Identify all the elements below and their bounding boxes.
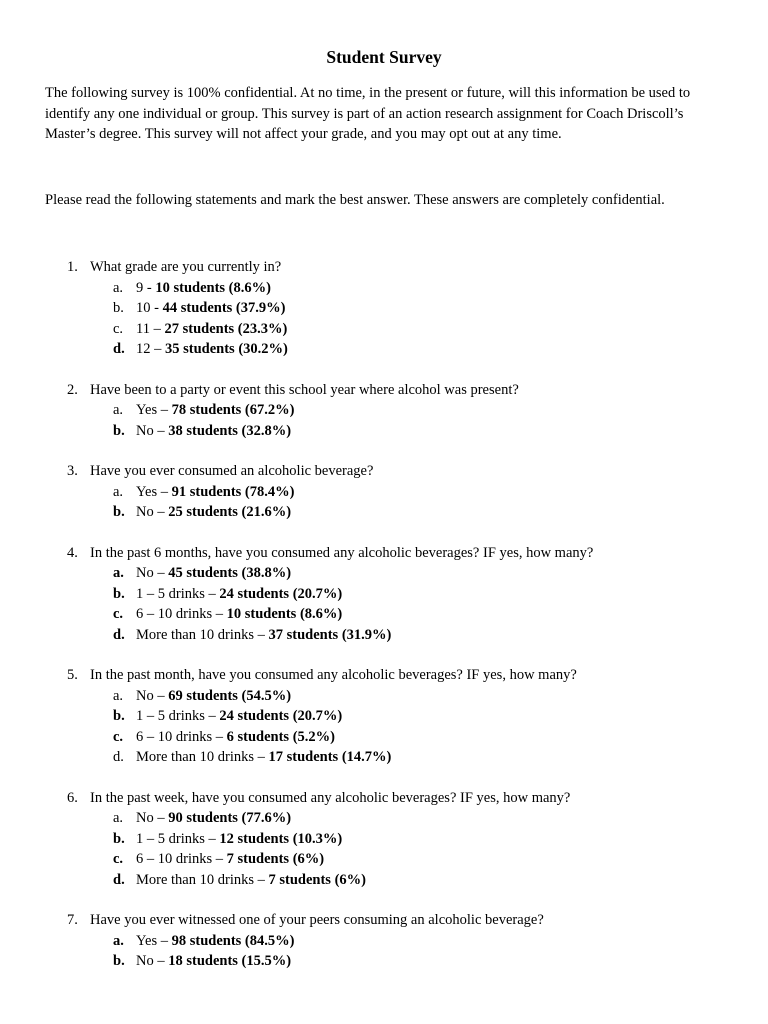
option-letter: a.	[113, 565, 124, 581]
option-result: 91 students (78.4%)	[171, 483, 295, 500]
question-number: 2.	[67, 381, 78, 398]
intro-paragraph: The following survey is 100% confidential. At no time, in the present or future, will this information be used to identify any one individual or group. This survey is part of an action research assignment for Coach Driscoll’s Master’s degree. This survey will not affect your grade, and you may opt out at any time.	[45, 85, 691, 142]
option-letter: b.	[113, 708, 125, 724]
answer-option	[45, 808, 735, 829]
option-letter: d.	[113, 871, 125, 888]
option-label: No –	[136, 687, 169, 704]
option-label: More than 10 drinks –	[136, 871, 269, 888]
answer-option	[45, 625, 735, 646]
answer-option	[45, 686, 735, 707]
option-letter: c.	[113, 320, 124, 337]
option-letter: b.	[113, 953, 125, 969]
option-result: 7 students (6%)	[226, 851, 325, 867]
option-result: 27 students (23.3%)	[164, 320, 288, 337]
option-label: 12 –	[136, 341, 165, 357]
option-label: Yes –	[136, 402, 172, 418]
option-letter: d.	[113, 341, 125, 357]
question-text: In the past month, have you consumed any alcoholic beverages? IF yes, how many?	[90, 667, 577, 683]
answer-option	[45, 951, 735, 972]
option-label: No –	[136, 565, 169, 581]
option-result: 25 students (21.6%)	[168, 504, 292, 520]
option-letter: a.	[113, 932, 124, 949]
option-label: Yes –	[136, 483, 172, 500]
option-text	[136, 502, 291, 523]
question-list	[45, 257, 735, 992]
option-letter: c.	[113, 606, 124, 622]
answer-option	[45, 849, 735, 870]
option-text	[136, 747, 391, 768]
question-text: Have you ever witnessed one of your peers consuming an alcoholic beverage?	[90, 912, 544, 928]
option-text	[136, 421, 291, 442]
answer-option	[45, 400, 735, 421]
option-result: 35 students (30.2%)	[165, 341, 288, 357]
option-text	[136, 727, 335, 748]
answer-option	[45, 727, 735, 748]
option-result: 10 students (8.6%)	[226, 606, 343, 622]
survey-question	[45, 665, 735, 768]
option-letter: b.	[113, 830, 125, 847]
option-letter: d.	[113, 749, 124, 765]
option-label: No –	[136, 504, 169, 520]
answer-option	[45, 502, 735, 523]
answer-option	[45, 319, 735, 340]
question-number: 3.	[67, 463, 78, 479]
option-letter: b.	[113, 422, 125, 439]
option-text	[136, 808, 291, 829]
survey-question	[45, 461, 735, 523]
option-label: 9 -	[136, 279, 156, 296]
option-label: 1 – 5 drinks –	[136, 708, 220, 724]
option-text	[136, 482, 294, 503]
survey-question	[45, 543, 735, 646]
option-text	[136, 563, 291, 584]
option-text	[136, 829, 342, 850]
option-result: 45 students (38.8%)	[168, 565, 292, 581]
option-result: 98 students (84.5%)	[171, 932, 295, 949]
option-text	[136, 951, 291, 972]
option-result: 17 students (14.7%)	[268, 749, 392, 765]
question-line	[45, 461, 735, 482]
option-text	[136, 604, 342, 625]
question-text: In the past week, have you consumed any alcoholic beverages? IF yes, how many?	[90, 789, 571, 806]
question-line	[45, 257, 735, 278]
option-letter: a.	[113, 279, 124, 296]
question-text: Have been to a party or event this school year where alcohol was present?	[90, 381, 519, 398]
question-number: 4.	[67, 544, 78, 561]
option-text	[136, 625, 391, 646]
answer-option	[45, 931, 735, 952]
option-label: Yes –	[136, 932, 172, 949]
question-text: In the past 6 months, have you consumed any alcoholic beverages? IF yes, how many?	[90, 544, 594, 561]
option-letter: a.	[113, 687, 124, 704]
option-label: No –	[136, 953, 169, 969]
answer-option	[45, 339, 735, 360]
option-label: No –	[136, 422, 169, 439]
option-result: 18 students (15.5%)	[168, 953, 292, 969]
option-text	[136, 706, 342, 727]
answer-option	[45, 278, 735, 299]
survey-question	[45, 910, 735, 972]
option-text	[136, 686, 291, 707]
answer-option	[45, 298, 735, 319]
option-label: No –	[136, 810, 169, 826]
option-letter: c.	[113, 728, 124, 745]
question-line	[45, 665, 735, 686]
answer-option	[45, 747, 735, 768]
answer-option	[45, 584, 735, 605]
option-text	[136, 319, 287, 340]
answer-option	[45, 706, 735, 727]
option-result: 12 students (10.3%)	[219, 830, 343, 847]
answer-option	[45, 421, 735, 442]
option-label: More than 10 drinks –	[136, 749, 269, 765]
option-result: 6 students (5.2%)	[226, 728, 335, 745]
answer-option	[45, 604, 735, 625]
option-letter: b.	[113, 300, 124, 316]
survey-question	[45, 380, 735, 442]
answer-option	[45, 482, 735, 503]
instruction-paragraph: Please read the following statements and mark the best answer. These answers are completely confidential.	[45, 192, 665, 208]
option-result: 78 students (67.2%)	[171, 402, 295, 418]
question-line	[45, 380, 735, 401]
option-letter: a.	[113, 483, 124, 500]
survey-question	[45, 788, 735, 891]
option-letter: b.	[113, 585, 125, 602]
question-line	[45, 910, 735, 931]
question-line	[45, 543, 735, 564]
option-label: 6 – 10 drinks –	[136, 606, 227, 622]
option-result: 44 students (37.9%)	[162, 300, 286, 316]
option-result: 10 students (8.6%)	[155, 279, 271, 296]
option-result: 24 students (20.7%)	[219, 585, 343, 602]
question-number: 7.	[67, 912, 78, 928]
option-result: 90 students (77.6%)	[168, 810, 292, 826]
option-result: 38 students (32.8%)	[168, 422, 292, 439]
option-result: 7 students (6%)	[268, 871, 366, 888]
question-text: What grade are you currently in?	[90, 259, 282, 275]
option-label: 1 – 5 drinks –	[136, 830, 220, 847]
option-text	[136, 870, 366, 891]
option-result: 24 students (20.7%)	[219, 708, 343, 724]
option-text	[136, 339, 288, 360]
option-label: 1 – 5 drinks –	[136, 585, 220, 602]
option-label: 11 –	[136, 320, 165, 337]
answer-option	[45, 563, 735, 584]
option-label: 6 – 10 drinks –	[136, 728, 227, 745]
option-text	[136, 849, 324, 870]
answer-option	[45, 829, 735, 850]
option-label: More than 10 drinks –	[136, 626, 269, 643]
option-letter: c.	[113, 851, 124, 867]
option-text	[136, 278, 271, 299]
option-result: 37 students (31.9%)	[268, 626, 392, 643]
survey-question	[45, 257, 735, 360]
option-text	[136, 931, 294, 952]
option-letter: b.	[113, 504, 125, 520]
question-number: 1.	[67, 259, 78, 275]
option-letter: a.	[113, 810, 124, 826]
option-letter: a.	[113, 402, 124, 418]
option-letter: d.	[113, 626, 125, 643]
question-text: Have you ever consumed an alcoholic beverage?	[90, 463, 374, 479]
option-text	[136, 584, 342, 605]
option-label: 10 -	[136, 300, 163, 316]
option-text	[136, 400, 294, 421]
option-label: 6 – 10 drinks –	[136, 851, 227, 867]
answer-option	[45, 870, 735, 891]
question-line	[45, 788, 735, 809]
option-result: 69 students (54.5%)	[168, 687, 292, 704]
question-number: 5.	[67, 667, 78, 683]
question-number: 6.	[67, 789, 78, 806]
option-text	[136, 298, 285, 319]
page-title: Student Survey	[326, 47, 442, 67]
